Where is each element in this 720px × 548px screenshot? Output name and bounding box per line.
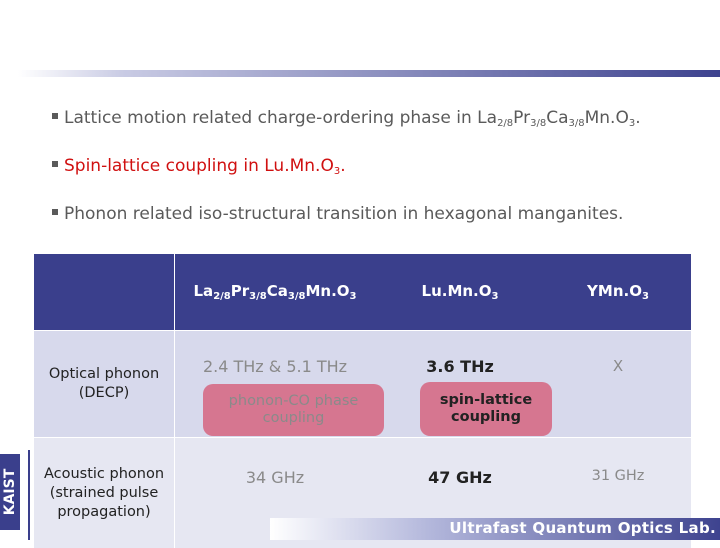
row-label-optical: Optical phonon (DECP) bbox=[34, 331, 175, 438]
cell-optical-lumno3: 3.6 THz bbox=[375, 331, 545, 438]
cell-optical-ymno3: X bbox=[545, 331, 691, 438]
kaist-logo-text: KAIST bbox=[0, 454, 20, 530]
bullet-charge-ordering: Lattice motion related charge-ordering phase in $La_{2/8}Pr_{3/8}Ca_{3/8}Mn.O_3$. bbox=[52, 108, 641, 129]
bullet-iso-structural: Phonon related iso-structural transition in hexagonal manganites. bbox=[52, 204, 623, 224]
header-lumno3: $Lu.Mn.O_3$ bbox=[375, 254, 545, 331]
annotation-spin-lattice-coupling: spin-lattice coupling bbox=[420, 392, 552, 426]
bullet-marker bbox=[52, 209, 58, 215]
annotation-phonon-co-coupling: phonon-CO phase coupling bbox=[203, 393, 384, 427]
cell-acoustic-ymno3: 31 GHz bbox=[545, 438, 691, 548]
bullet-marker bbox=[52, 161, 58, 167]
cell-acoustic-lapr: 34 GHz bbox=[175, 438, 376, 548]
table-header-row bbox=[34, 254, 691, 331]
bullet-spin-lattice: Spin-lattice coupling in $Lu.Mn.O_3$. bbox=[52, 156, 346, 177]
lab-name: Ultrafast Quantum Optics Lab. bbox=[449, 519, 716, 537]
bullet-marker bbox=[52, 113, 58, 119]
title-underline-bar bbox=[18, 70, 720, 77]
kaist-rule bbox=[28, 450, 30, 540]
header-ymno3: $YMn.O_3$ bbox=[545, 254, 691, 331]
header-empty-cell bbox=[34, 254, 175, 331]
row-label-acoustic: Acoustic phonon (strained pulse propagation) bbox=[34, 438, 175, 548]
cell-optical-lapr: 2.4 THz & 5.1 THz bbox=[175, 331, 376, 438]
footer-bar bbox=[270, 518, 720, 540]
header-lapr-cao: $La_{2/8}Pr_{3/8}Ca_{3/8}Mn.O_3$ bbox=[175, 254, 376, 331]
cell-acoustic-lumno3: 47 GHz bbox=[375, 438, 545, 548]
